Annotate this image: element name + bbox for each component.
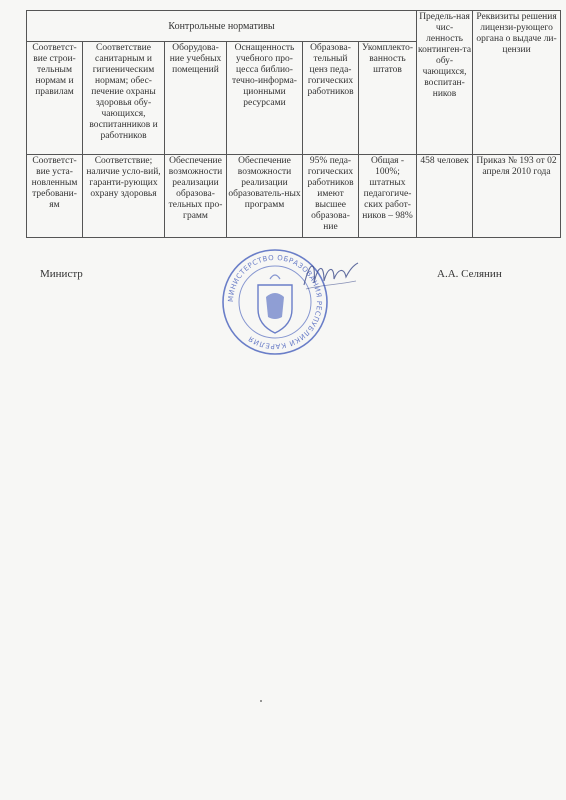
- handwritten-signature-icon: [300, 255, 360, 295]
- page-mark: [260, 700, 262, 702]
- value-cell-3: Обеспечение возможности реализации образова-тельных про-грамм: [165, 155, 227, 238]
- value-cell-6: Общая - 100%; штатных педагогиче-ских работ-ников – 98%: [359, 155, 417, 238]
- value-cell-2: Соответствие; наличие усло-вий, гаранти-рующих охрану здоровья: [83, 155, 165, 238]
- value-cell-7: 458 человек: [417, 155, 473, 238]
- header-cell-6: Укомплекто-ванность штатов: [359, 42, 417, 155]
- value-cell-1: Соответст-вие уста-новленным требовани-ям: [27, 155, 83, 238]
- header-cell-3: Оборудова-ние учебных помещений: [165, 42, 227, 155]
- value-cell-4: Обеспечение возможности реализации образователь-ных программ: [227, 155, 303, 238]
- stamp-text: МИНИСТЕРСТВО ОБРАЗОВАНИЯ РЕСПУБЛИКИ КАРЕЛИЯ: [226, 253, 324, 351]
- header-cell-5: Образова-тельный ценз педа-гогических работников: [303, 42, 359, 155]
- norms-table: [26, 10, 561, 238]
- value-cell-5: 95% педа-гогических работников имеют высшее образова-ние: [303, 155, 359, 238]
- header-cell-7: Предель-ная чис-ленность континген-та обу-чающихся, воспитан-ников: [417, 11, 473, 155]
- signatory-position: Министр: [40, 268, 83, 280]
- value-cell-8: Приказ № 193 от 02 апреля 2010 года: [473, 155, 561, 238]
- table-caption: Контрольные нормативы: [27, 11, 417, 42]
- signatory-name: А.А. Селянин: [437, 268, 502, 280]
- header-cell-8: Реквизиты решения лицензи-рующего органа о выдаче ли-цензии: [473, 11, 561, 155]
- header-cell-1: Соответст-вие строи-тельным нормам и правилам: [27, 42, 83, 155]
- header-cell-2: Соответствие санитарным и гигиеническим нормам; обес-печение охраны здоровья обу-чающихся, воспитанников и работников: [83, 42, 165, 155]
- header-cell-4: Оснащенность учебного про-цесса библио-течно-информа-ционными ресурсами: [227, 42, 303, 155]
